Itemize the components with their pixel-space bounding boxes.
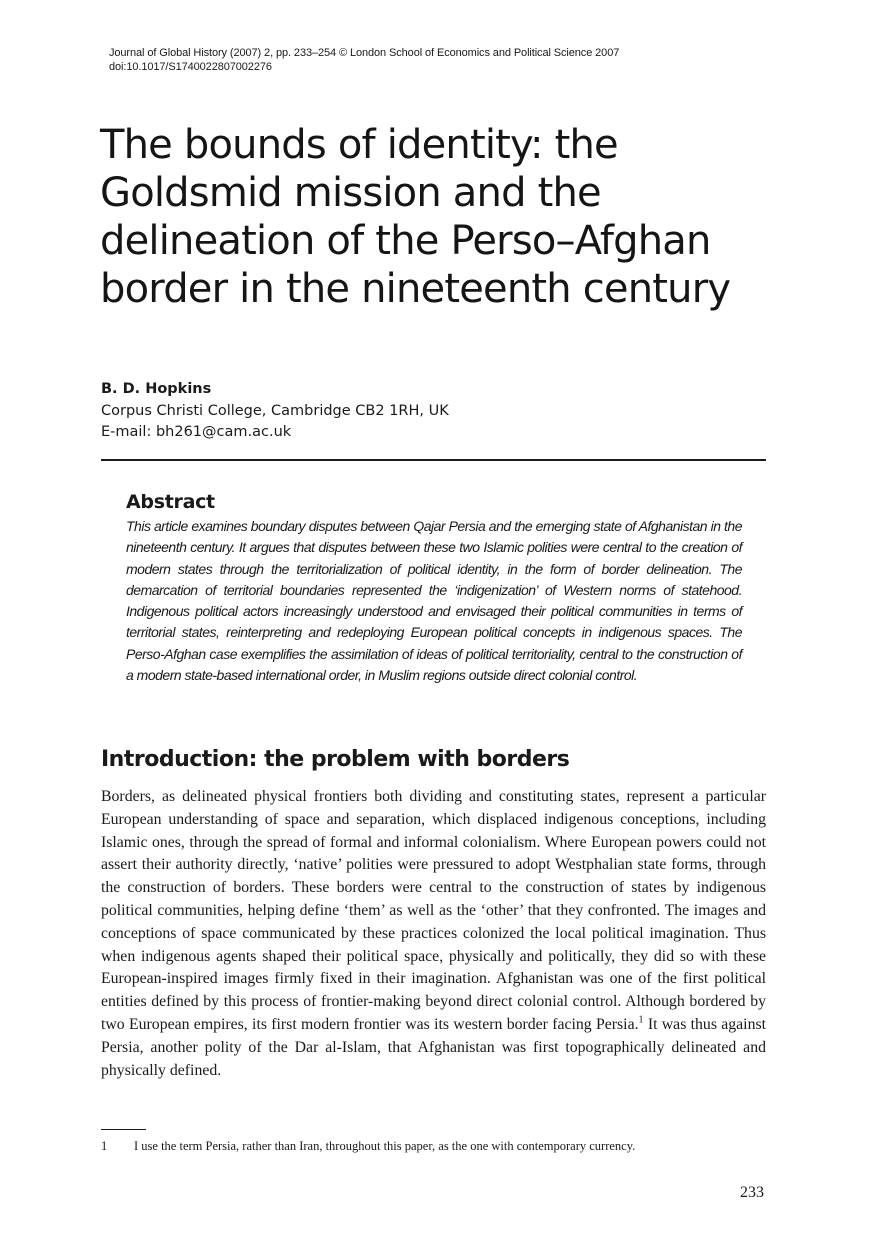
paragraph-text-part1: Borders, as delineated physical frontiers both dividing and constituting states, represent a particular European understanding of space and separation, which displaced indigenous conceptions, including Islamic ones, through the spread of formal and informal colonialism. Where European powers could not assert their authority directly, ‘native’ polities were pressured to adopt Westphalian state forms, through the construction of borders. These borders were central to the construction of states by indigenous political communities, helping define ‘them’ as well as the ‘other’ that they confronted. The images and conceptions of space communicated by these practices colonized the local political imagination. Thus when indigenous agents shaped their political space, physically and politically, they did so with these European-inspired images firmly fixed in their imagination. Afghanistan was one of the first political entities defined by this process of frontier-making beyond direct colonial control. Although bordered by two European empires, its first modern frontier was its western border facing Persia. [101, 788, 766, 1033]
page-number: 233 [740, 1184, 764, 1201]
footnote [101, 1138, 635, 1154]
author-name: B. D. Hopkins [101, 381, 212, 397]
paragraph-text-part2: It was thus against Persia, another polity of the Dar al-Islam, that Afghanistan was first topographically delineated and physically defined. [101, 1015, 767, 1079]
journal-citation: Journal of Global History (2007) 2, pp. 233–254 © London School of Economics and Political Science 2007 [109, 47, 620, 59]
author-email: E-mail: bh261@cam.ac.uk [101, 424, 292, 440]
article-title: The bounds of identity: the Goldsmid mission and the delineation of the Perso–Afghan border in the nineteenth century [100, 122, 731, 312]
doi: doi:10.1017/S1740022807002276 [109, 61, 272, 73]
footnote-number: 1 [101, 1139, 108, 1153]
abstract-heading: Abstract [126, 491, 215, 513]
abstract-text: This article examines boundary disputes between Qajar Persia and the emerging state of Afghanistan in the nineteenth century. It argues that disputes between these two Islamic polities were central to the creation of modern states through the territorialization of political identity, in the form of border delineation. The demarcation of territorial boundaries represented the ‘indigenization’ of Western norms of statehood. Indigenous political actors increasingly understood and envisaged their political communities in terms of territorial states, reinterpreting and redeploying European political concepts in indigenous spaces. The Perso-Afghan case exemplifies the assimilation of ideas of political territoriality, central to the construction of a modern state-based international order, in Muslim regions outside direct colonial control. [126, 518, 742, 684]
footnote-text: I use the term Persia, rather than Iran, throughout this paper, as the one with contemporary currency. [134, 1139, 636, 1153]
header-divider [101, 459, 766, 461]
author-affiliation: Corpus Christi College, Cambridge CB2 1RH, UK [101, 403, 449, 419]
footnote-reference[interactable]: 1 [638, 1014, 644, 1026]
introduction-paragraph [101, 786, 766, 1082]
section-heading: Introduction: the problem with borders [101, 747, 570, 772]
footnote-divider [101, 1129, 146, 1130]
